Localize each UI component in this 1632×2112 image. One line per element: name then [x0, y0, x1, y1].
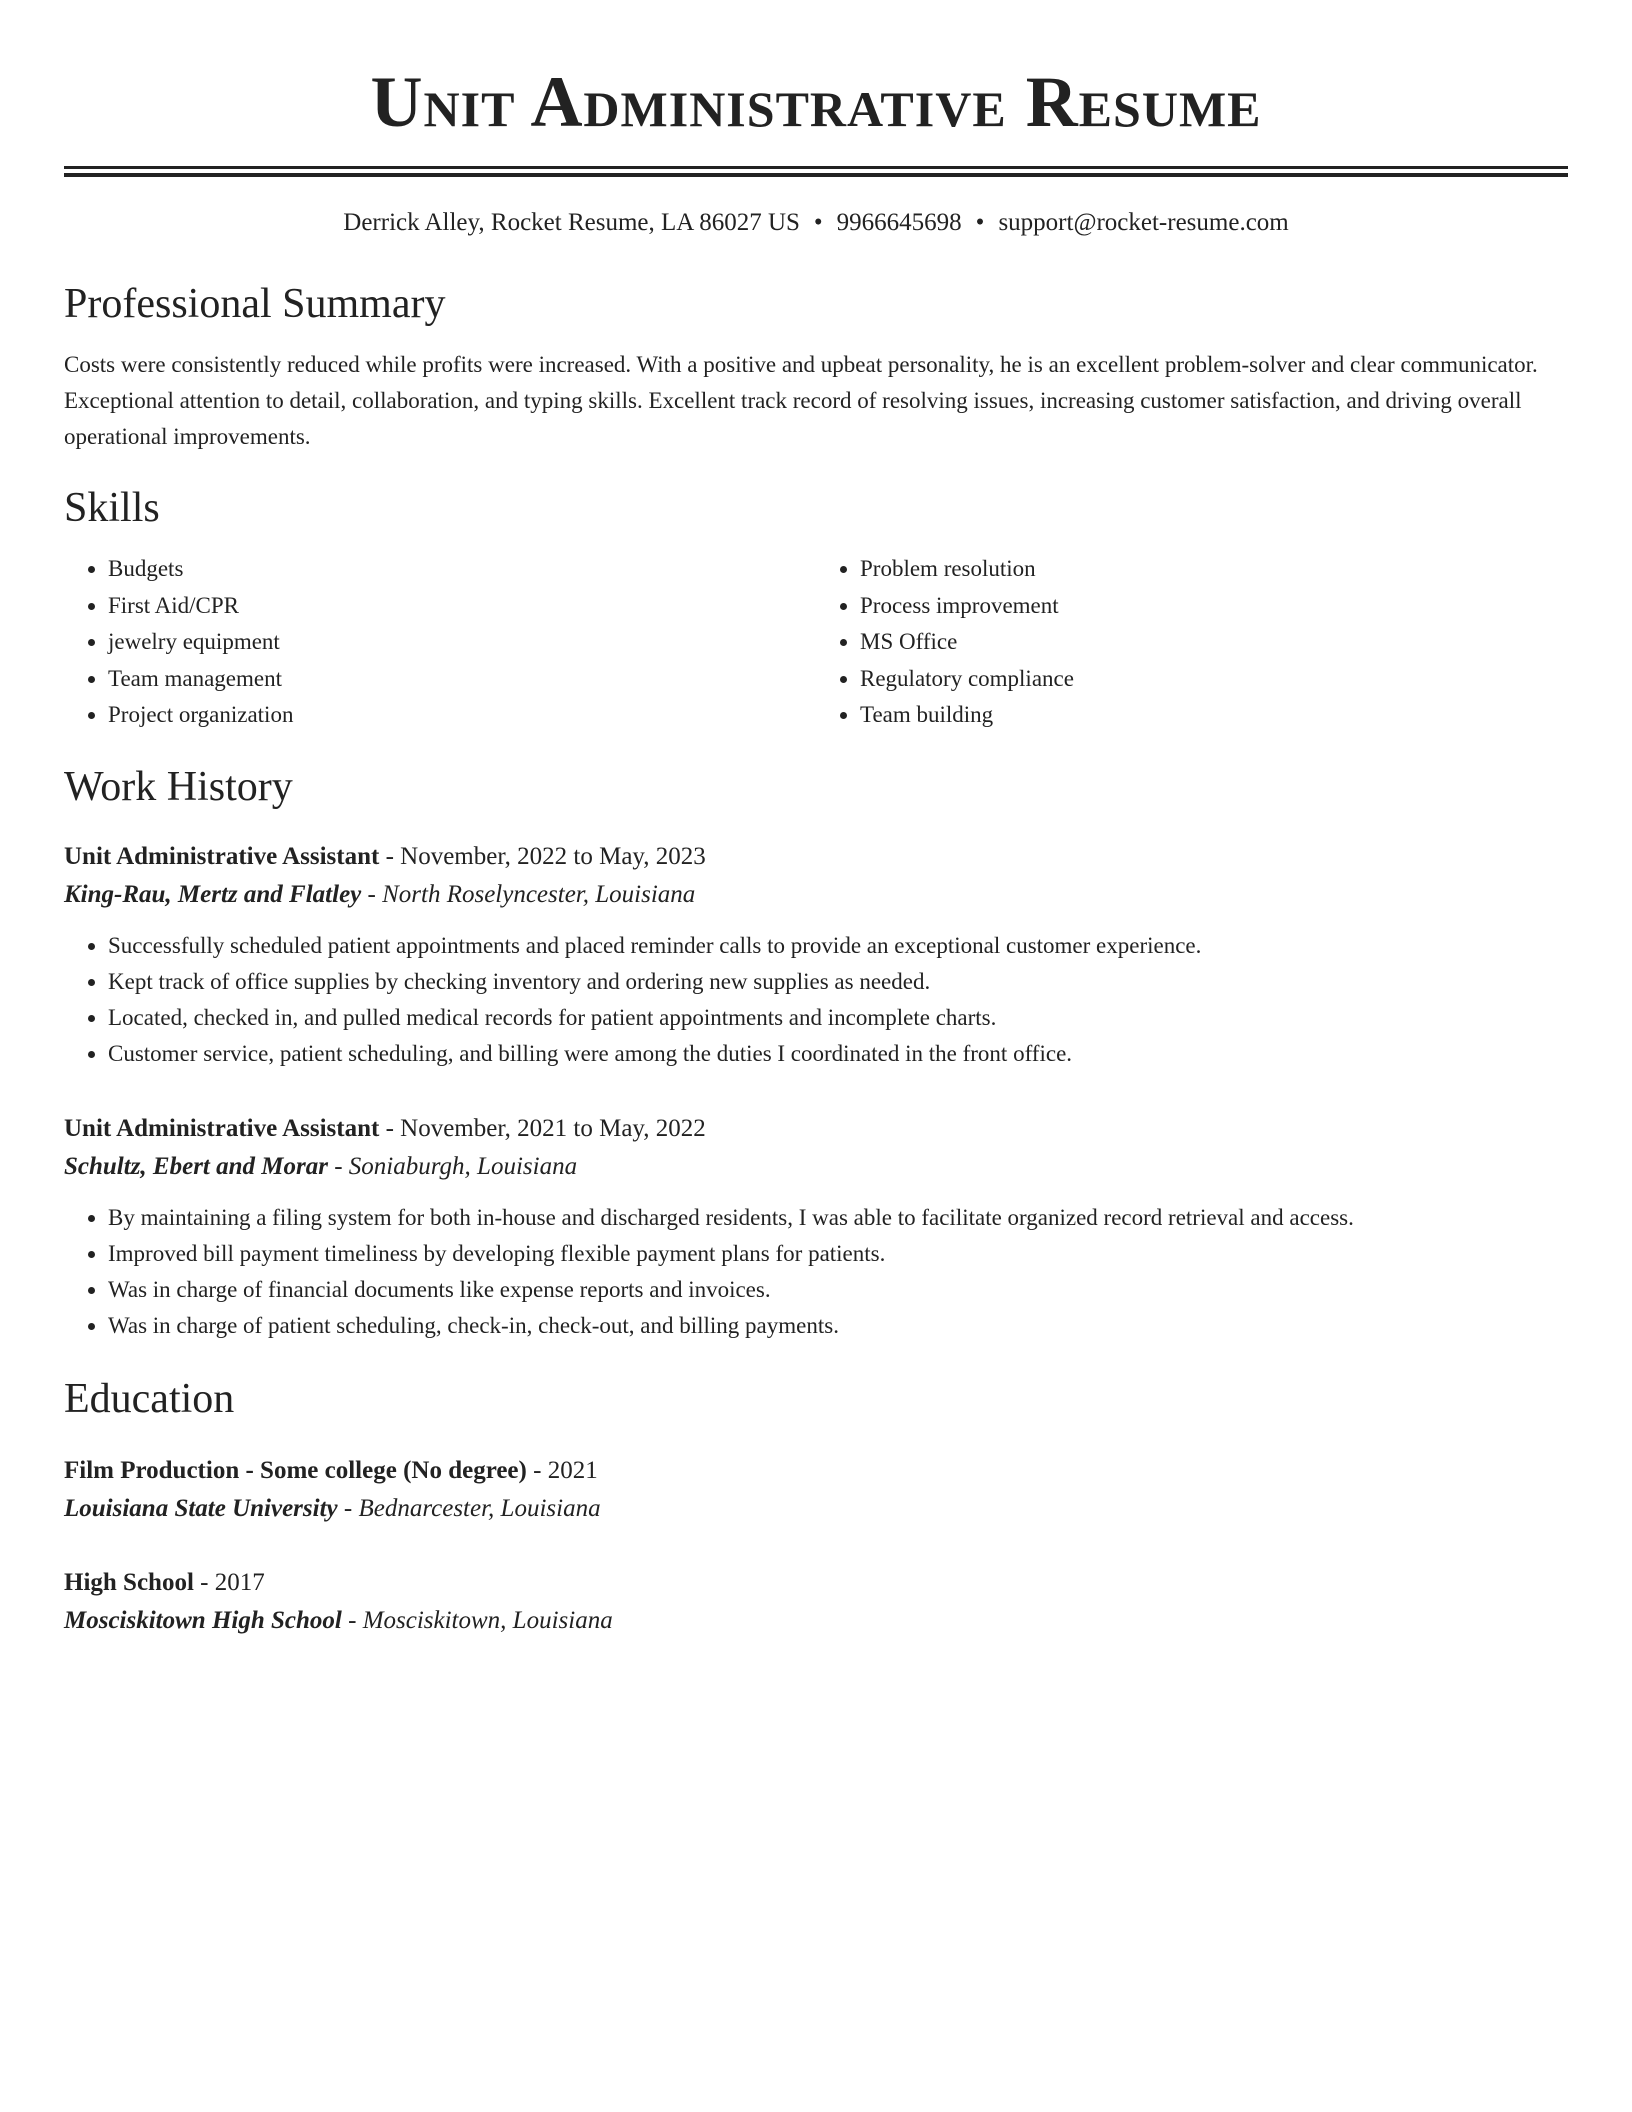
education-location: Bednarcester, Louisiana: [358, 1494, 601, 1522]
education-degree-line: Film Production - Some college (No degree) - 2021: [64, 1456, 598, 1484]
job-bullets: [64, 928, 1568, 1072]
education-year: 2017: [214, 1568, 265, 1596]
contact-email[interactable]: support@rocket-resume.com: [998, 209, 1289, 236]
education-entry: [64, 1452, 1568, 1528]
skill-item: • First Aid/CPR: [108, 588, 816, 625]
summary-text: Costs were consistently reduced while profits were increased. With a positive and upbeat personality, he is an excellent problem-solver and clear communicator. Exceptional attention to detail, collaboration, and typing skills. Excellent track record of resolving issues, increasing customer satisfaction, and driving overall operational improvements.: [64, 352, 1538, 449]
job-title: Unit Administrative Assistant: [64, 842, 380, 870]
job-location: Soniaburgh, Louisiana: [348, 1152, 578, 1180]
job-entry: [64, 1110, 1568, 1344]
job-bullet: • Kept track of office supplies by checking inventory and ordering new supplies as needed.: [108, 964, 1568, 1000]
skill-item: • Team building: [860, 697, 1568, 734]
contact-phone: 9966645698: [836, 209, 962, 236]
skill-item: • Project organization: [108, 697, 816, 734]
resume-page: [64, 0, 1568, 1640]
education-school-line: Mosciskitown High School - Mosciskitown, Louisiana: [64, 1606, 613, 1634]
job-title-line: Unit Administrative Assistant - November, 2021 to May, 2022: [64, 1114, 706, 1142]
job-bullet: • By maintaining a filing system for both in-house and discharged residents, I was able to facilitate organized record retrieval and access.: [108, 1200, 1568, 1236]
education-section: [64, 1374, 1568, 1640]
skill-item: • Problem resolution: [860, 551, 1568, 588]
summary-heading: Professional Summary: [64, 281, 446, 327]
skill-item: • Process improvement: [860, 588, 1568, 625]
job-company-line: King-Rau, Mertz and Flatley - North Roselyncester, Louisiana: [64, 880, 696, 908]
education-entry: [64, 1564, 1568, 1640]
skills-heading: Skills: [64, 485, 160, 531]
skills-left-column: [64, 551, 816, 734]
skills-right-column: [816, 551, 1568, 734]
skill-item: • Budgets: [108, 551, 816, 588]
job-dates: November, 2021 to May, 2022: [400, 1114, 706, 1142]
job-dates: November, 2022 to May, 2023: [400, 842, 706, 870]
education-heading: Education: [64, 1375, 235, 1422]
education-location: Mosciskitown, Louisiana: [362, 1606, 613, 1634]
job-entry: [64, 838, 1568, 1072]
title-double-rule: [64, 166, 1568, 177]
skills-grid: [64, 551, 1568, 734]
contact-line: [64, 207, 1568, 239]
job-title: Unit Administrative Assistant: [64, 1114, 380, 1142]
education-school: Mosciskitown High School: [64, 1606, 342, 1634]
education-school-line: Louisiana State University - Bednarcester, Louisiana: [64, 1494, 601, 1522]
skill-item: • MS Office: [860, 624, 1568, 661]
job-bullet: • Improved bill payment timeliness by developing flexible payment plans for patients.: [108, 1236, 1568, 1272]
education-school: Louisiana State University: [64, 1494, 338, 1522]
education-degree: Film Production - Some college (No degree): [64, 1456, 527, 1484]
job-bullet: • Customer service, patient scheduling, and billing were among the duties I coordinated in the front office.: [108, 1036, 1568, 1072]
work-history-heading: Work History: [64, 763, 293, 810]
education-year: 2021: [547, 1456, 598, 1484]
skill-item: • Regulatory compliance: [860, 661, 1568, 698]
work-history-section: [64, 762, 1568, 1344]
contact-separator: •: [975, 209, 985, 236]
job-company-line: Schultz, Ebert and Morar - Soniaburgh, Louisiana: [64, 1152, 578, 1180]
skill-item: • Team management: [108, 661, 816, 698]
skill-item: • jewelry equipment: [108, 624, 816, 661]
job-company: King-Rau, Mertz and Flatley: [64, 880, 362, 908]
job-bullets: [64, 1200, 1568, 1344]
summary-section: [64, 279, 1568, 455]
job-company: Schultz, Ebert and Morar: [64, 1152, 328, 1180]
education-degree-line: High School - 2017: [64, 1568, 265, 1596]
education-degree: High School: [64, 1568, 194, 1596]
job-location: North Roselyncester, Louisiana: [382, 880, 696, 908]
job-bullet: • Successfully scheduled patient appointments and placed reminder calls to provide an exceptional customer experience.: [108, 928, 1568, 964]
contact-separator: •: [813, 209, 823, 236]
job-bullet: • Located, checked in, and pulled medical records for patient appointments and incomplete charts.: [108, 1000, 1568, 1036]
job-bullet: • Was in charge of financial documents like expense reports and invoices.: [108, 1272, 1568, 1308]
job-title-line: Unit Administrative Assistant - November, 2022 to May, 2023: [64, 842, 706, 870]
skills-section: [64, 483, 1568, 734]
job-bullet: • Was in charge of patient scheduling, check-in, check-out, and billing payments.: [108, 1308, 1568, 1344]
resume-title: Unit Administrative Resume: [370, 62, 1262, 142]
contact-address: Derrick Alley, Rocket Resume, LA 86027 US: [343, 209, 800, 236]
